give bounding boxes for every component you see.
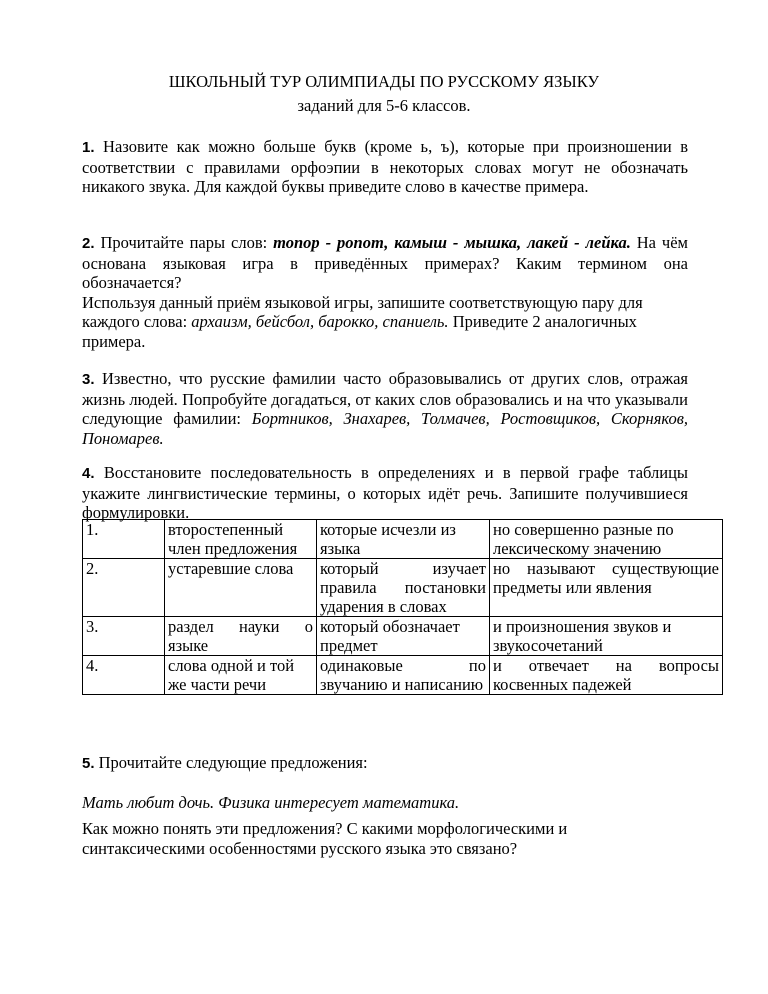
question-2-number: 2. — [82, 235, 95, 252]
question-1-number: 1. — [82, 139, 95, 156]
table-cell: но называют существующие предметы или явления — [490, 559, 723, 617]
question-2-text2: Используя данный приём языковой игры, запишите соответствующую пару для каждого слова: — [82, 292, 643, 331]
table-cell: которые исчезли из языка — [317, 520, 490, 559]
table-cell: 3. — [83, 617, 165, 656]
table-row — [83, 520, 723, 559]
table-row — [83, 617, 723, 656]
terms-table — [82, 519, 723, 695]
question-3-number: 3. — [82, 371, 95, 388]
question-4 — [82, 463, 688, 523]
table-cell: 4. — [83, 656, 165, 695]
question-5-sentences: Мать любит дочь. Физика интересует математика. — [82, 793, 460, 812]
question-5-text: Прочитайте следующие предложения: — [98, 753, 368, 772]
table-cell: устаревшие слова — [165, 559, 317, 617]
table-cell: но совершенно разные по лексическому значению — [490, 520, 723, 559]
question-1-text: Назовите как можно больше букв (кроме ь, ъ), которые при произношении в соответствии с правилами орфоэпии в некоторых словах могут не обозначать никакого звука. Для каждой буквы приведите слово в качестве примера. — [82, 137, 689, 196]
question-2 — [82, 233, 688, 351]
table-cell: который обозначает предмет — [317, 617, 490, 656]
table-cell: одинаковые по звучанию и написанию — [317, 656, 490, 695]
question-4-text: Восстановите последовательность в определениях и в первой графе таблицы укажите лингвистические термины, о которых идёт речь. Запишите получившиеся формулировки. — [82, 463, 688, 522]
question-5-question: Как можно понять эти предложения? С какими морфологическими и синтаксическими особенностями русского языка это связано? — [82, 819, 568, 858]
question-1 — [82, 137, 688, 197]
table-cell: который изучает правила постановки ударения в словах — [317, 559, 490, 617]
table-cell: раздел науки о языке — [165, 617, 317, 656]
table-cell: 1. — [83, 520, 165, 559]
question-2-second — [82, 293, 688, 352]
page-subtitle: заданий для 5-6 классов. — [297, 96, 471, 115]
table-cell: и произношения звуков и звукосочетаний — [490, 617, 723, 656]
page-title: ШКОЛЬНЫЙ ТУР ОЛИМПИАДЫ ПО РУССКОМУ ЯЗЫКУ — [168, 72, 600, 91]
table-row — [83, 559, 723, 617]
table-cell: и отвечает на вопросы косвенных падежей — [490, 656, 723, 695]
question-5 — [82, 753, 688, 774]
question-3-names: Бортников, Знахарев, Толмачев, Ростовщиков, Скорняков, Пономарев. — [82, 409, 688, 448]
table-cell: второстепенный член предложения — [165, 520, 317, 559]
table-cell: слова одной и той же части речи — [165, 656, 317, 695]
question-5-number: 5. — [82, 755, 95, 772]
question-4-number: 4. — [82, 465, 95, 482]
question-2-lead: Прочитайте пары слов: — [100, 233, 274, 252]
question-2-pairs: топор - ропот, камыш - мышка, лакей - лейка. — [273, 233, 631, 252]
question-2-text3: Приведите 2 аналогичных примера. — [82, 312, 637, 351]
table-row — [83, 656, 723, 695]
question-3-text: Известно, что русские фамилии часто образовывались от других слов, отражая жизнь людей. Попробуйте догадаться, от каких слов образовались и на что указывали следующие фамилии: — [82, 369, 689, 428]
table-cell: 2. — [83, 559, 165, 617]
question-2-words: архаизм, бейсбол, барокко, спаниель. — [191, 312, 449, 331]
question-2-first — [82, 233, 688, 293]
question-3 — [82, 369, 688, 448]
question-2-text1: На чём основана языковая игра в приведённых примерах? Каким термином она обозначается? — [82, 233, 689, 292]
